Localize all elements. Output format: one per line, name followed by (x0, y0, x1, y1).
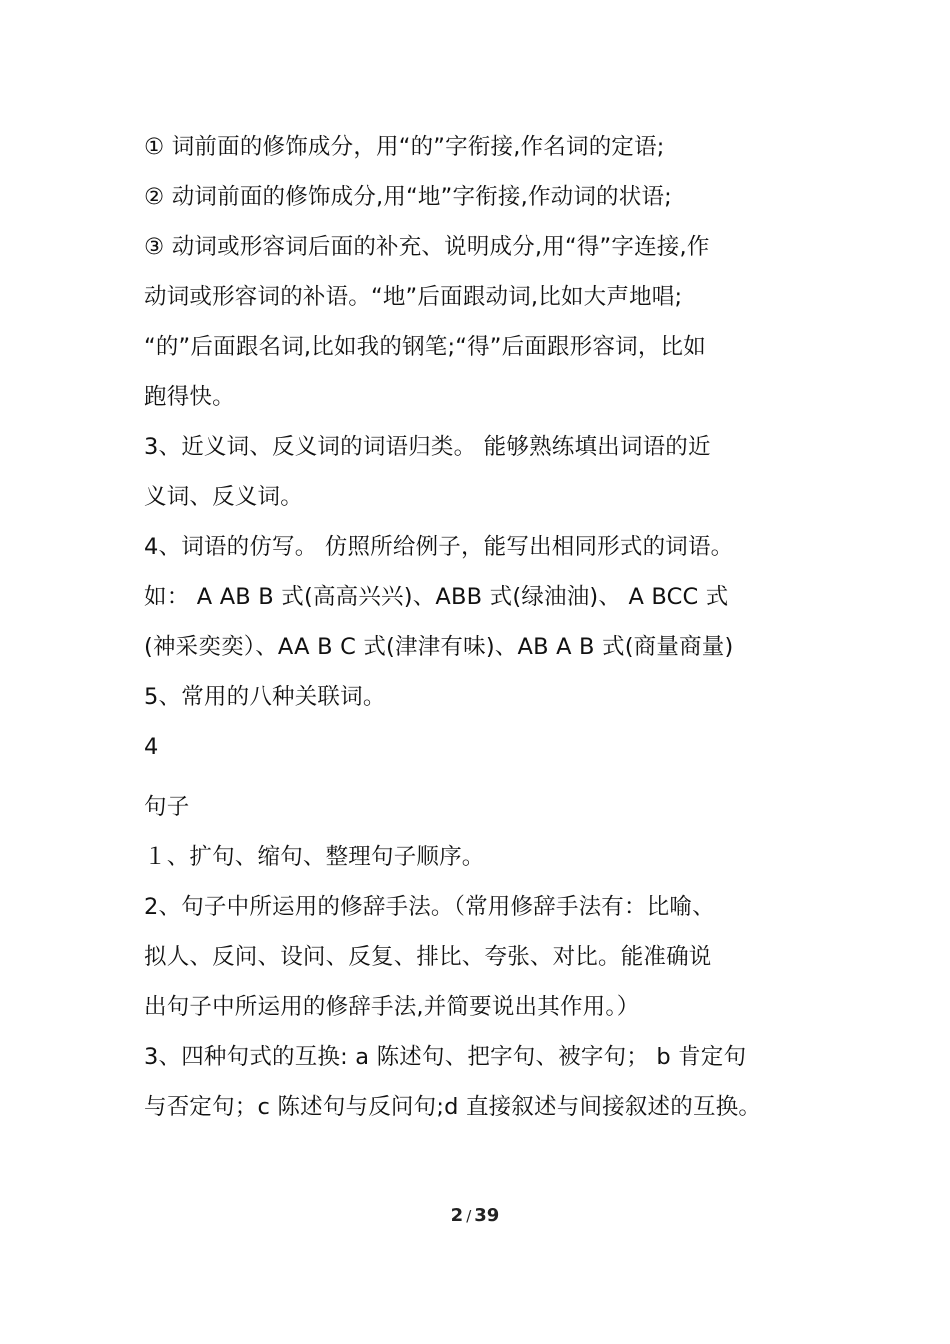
text-line: 2、句子中所运用的修辞手法。（常用修辞手法有：比喻、 (144, 894, 715, 920)
text-line: ③ 动词或形容词后面的补充、说明成分,用“得”字连接,作 (144, 234, 710, 260)
text-line: 3、近义词、反义词的词语归类。 能够熟练填出词语的近 (144, 434, 711, 460)
text-line: 3、四种句式的互换: a 陈述句、把字句、被字句； b 肯定句 (144, 1044, 747, 1070)
text-line: ① 词前面的修饰成分，用“的”字衔接,作名词的定语; (144, 134, 665, 160)
current-page: 2 (450, 1205, 464, 1226)
text-line: (神采奕奕）、AA B C 式(津津有味)、AB A B 式(商量商量) (144, 634, 734, 660)
section-heading: 句子 (144, 794, 190, 820)
text-line: “的”后面跟名词,比如我的钢笔;“得”后面跟形容词，比如 (144, 334, 706, 360)
text-line: ② 动词前面的修饰成分,用“地”字衔接,作动词的状语; (144, 184, 672, 210)
text-line: 拟人、反问、设问、反复、排比、夸张、对比。能准确说 (144, 944, 712, 970)
text-line: 如： A AB B 式(高高兴兴)、ABB 式(绿油油)、 A BCC 式 (144, 584, 729, 610)
text-line: １、扩句、缩句、整理句子顺序。 (144, 844, 485, 870)
total-pages: 39 (474, 1205, 500, 1226)
page-separator: / (466, 1207, 472, 1225)
text-line: 出句子中所运用的修辞手法,并简要说出其作用。） (144, 994, 640, 1020)
text-line: 动词或形容词的补语。“地”后面跟动词,比如大声地唱; (144, 284, 683, 310)
section-number: 4 (144, 734, 159, 760)
text-line: 义词、反义词。 (144, 484, 303, 510)
text-line: 5、常用的八种关联词。 (144, 684, 386, 710)
page-number (0, 1205, 950, 1226)
text-line: 跑得快。 (144, 384, 235, 410)
text-line: 与否定句；c 陈述句与反问句;d 直接叙述与间接叙述的互换。 (144, 1094, 762, 1120)
text-line: 4、词语的仿写。 仿照所给例子，能写出相同形式的词语。 (144, 534, 734, 560)
